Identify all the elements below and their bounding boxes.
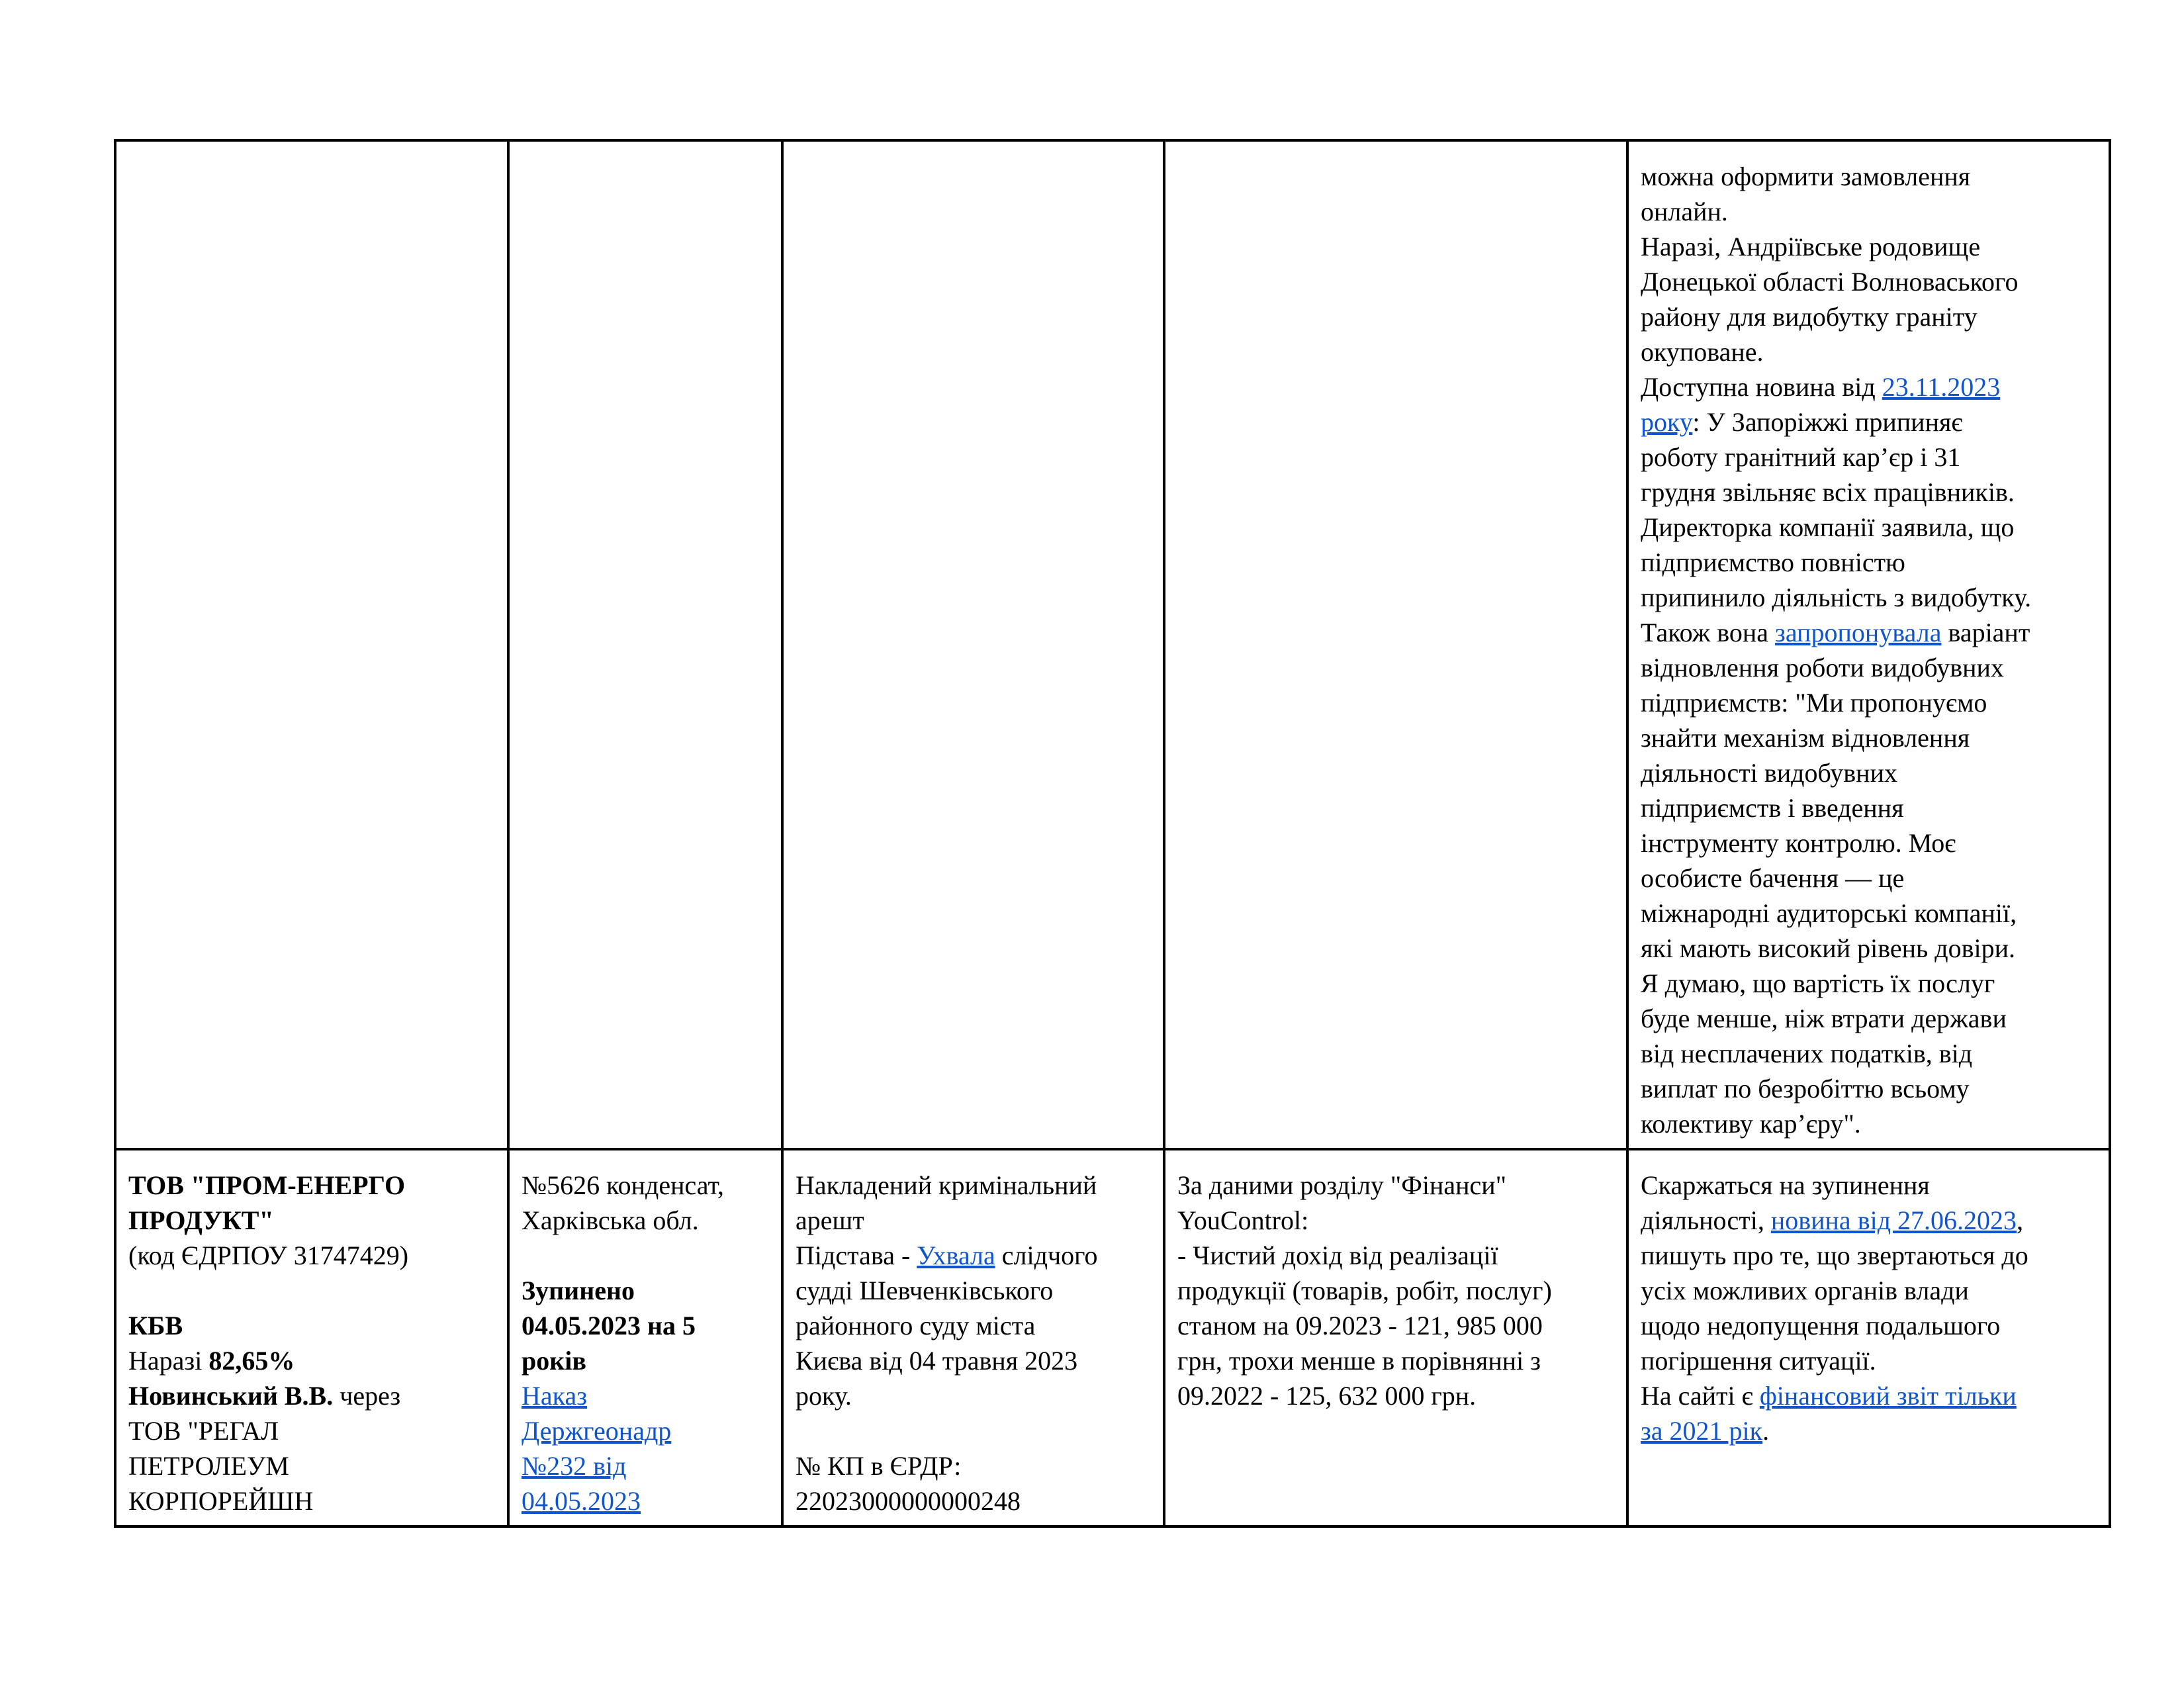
table-cell-empty	[1164, 140, 1627, 1149]
text-line: Накладений кримінальний	[796, 1170, 1097, 1200]
ruling-link[interactable]: Ухвала	[917, 1241, 995, 1270]
financial-report-link[interactable]: фінансовий звіт тільки	[1759, 1381, 2017, 1411]
text-line: інструменту контролю. Моє	[1641, 828, 1956, 858]
status-line: років	[522, 1346, 587, 1376]
news-line	[1641, 369, 2097, 404]
company-name-line: ТОВ "ПРОМ-ЕНЕРГО	[128, 1170, 406, 1200]
owner-line: Новинський В.В. через	[128, 1381, 401, 1411]
text-line: роботу гранітний кар’єр і 31	[1641, 442, 1961, 472]
text-line: 09.2022 - 125, 632 000 грн.	[1177, 1381, 1477, 1411]
text-line: окуповане.	[1641, 337, 1764, 367]
order-line	[522, 1378, 769, 1413]
table-cell-empty	[782, 140, 1164, 1149]
financial-report-link[interactable]: за 2021 рік	[1641, 1416, 1763, 1446]
text-line: року.	[796, 1381, 852, 1411]
text-line: YouControl:	[1177, 1205, 1309, 1235]
news-prefix: Доступна новина від	[1641, 372, 1882, 402]
text-line: Директорка компанії заявила, що	[1641, 512, 2015, 542]
order-link[interactable]: Наказ	[522, 1381, 588, 1411]
text-line: виплат по безробіттю всьому	[1641, 1074, 1970, 1103]
table-cell-notes	[1627, 1149, 2110, 1526]
table-cell-permit	[508, 1149, 782, 1526]
permit-line: Харківська обл.	[522, 1205, 699, 1235]
order-link[interactable]: Держгеонадр	[522, 1416, 672, 1446]
text-line: За даними розділу "Фінанси"	[1177, 1170, 1507, 1200]
via-company-line: ПЕТРОЛЕУМ	[128, 1451, 289, 1481]
kbv-label: КБВ	[128, 1311, 183, 1340]
order-link[interactable]: №232 від	[522, 1451, 627, 1481]
owner-name: Новинський В.В.	[128, 1381, 334, 1411]
text-line: колективу кар’єру".	[1641, 1109, 1861, 1139]
activity-line: діяльності, новина від 27.06.2023,	[1641, 1205, 2024, 1235]
text-line: онлайн.	[1641, 197, 1728, 226]
news-line	[1641, 404, 2097, 440]
text-line: особисте бачення — це	[1641, 863, 1905, 893]
order-line	[522, 1448, 769, 1483]
text-line: - Чистий дохід від реалізації	[1177, 1241, 1498, 1270]
proposal-prefix: Також вона	[1641, 618, 1776, 647]
table-cell-empty	[115, 140, 508, 1149]
kp-number: 22023000000000248	[796, 1486, 1021, 1516]
text-line: підприємство повністю	[1641, 547, 1905, 577]
text-line: відновлення роботи видобувних	[1641, 653, 2004, 682]
kp-label: № КП в ЄРДР:	[796, 1451, 962, 1481]
order-line	[522, 1483, 769, 1519]
table-cell-empty	[508, 140, 782, 1149]
document-table	[114, 139, 2111, 1528]
share-line: Наразі 82,65%	[128, 1346, 295, 1376]
text-line: продукції (товарів, робіт, послуг)	[1177, 1276, 1552, 1305]
text-line: грудня звільняє всіх працівників.	[1641, 477, 2015, 507]
text-line: пишуть про те, що звертаються до	[1641, 1241, 2028, 1270]
spacer	[796, 1413, 1151, 1448]
status-line: 04.05.2023 на 5	[522, 1311, 696, 1340]
spacer	[128, 1273, 495, 1308]
site-line: На сайті є фінансовий звіт тільки	[1641, 1381, 2017, 1411]
news-suffix: : У Запоріжжі припиняє	[1692, 407, 1963, 437]
table-cell-notes	[1627, 140, 2110, 1149]
text-line: Києва від 04 травня 2023	[796, 1346, 1078, 1376]
text-line: знайти механізм відновлення	[1641, 723, 1970, 753]
order-line	[522, 1413, 769, 1448]
text-line: буде менше, ніж втрати держави	[1641, 1004, 2007, 1033]
text-line: Скаржаться на зупинення	[1641, 1170, 1930, 1200]
text-line: щодо недопущення подальшого	[1641, 1311, 2001, 1340]
news-link[interactable]: новина від 27.06.2023	[1770, 1205, 2017, 1235]
text-line: арешт	[796, 1205, 864, 1235]
text-line: можна оформити замовлення	[1641, 162, 1971, 191]
proposal-suffix: варіант	[1941, 618, 2030, 647]
share-value: 82,65%	[208, 1346, 295, 1376]
text-line: підприємств і введення	[1641, 793, 1904, 823]
company-code: (код ЄДРПОУ 31747429)	[128, 1241, 409, 1270]
text-line: підприємств: "Ми пропонуємо	[1641, 688, 1987, 718]
spacer	[522, 1238, 769, 1273]
text-line: району для видобутку граніту	[1641, 302, 1978, 332]
proposal-link[interactable]: запропонувала	[1775, 618, 1942, 647]
table-row	[115, 140, 2110, 1149]
text-line: діяльності видобувних	[1641, 758, 1897, 788]
table-row	[115, 1149, 2110, 1526]
text-line: усіх можливих органів влади	[1641, 1276, 1969, 1305]
site-line: за 2021 рік.	[1641, 1416, 1770, 1446]
table-cell-finance	[1164, 1149, 1627, 1526]
text-line: районного суду міста	[796, 1311, 1036, 1340]
text-line: які мають високий рівень довіри.	[1641, 933, 2016, 963]
permit-line: №5626 конденсат,	[522, 1170, 724, 1200]
table-cell-company	[115, 1149, 508, 1526]
via-company-line: ТОВ "РЕГАЛ	[128, 1416, 279, 1446]
text-line: грн, трохи менше в порівнянні з	[1177, 1346, 1541, 1376]
text-line: станом на 09.2023 - 121, 985 000	[1177, 1311, 1543, 1340]
text-line: від несплачених податків, від	[1641, 1039, 1973, 1068]
text-line: судді Шевченківського	[796, 1276, 1054, 1305]
text-line: Я думаю, що вартість їх послуг	[1641, 968, 1995, 998]
company-name-line: ПРОДУКТ"	[128, 1205, 274, 1235]
text-line: припинило діяльність з видобутку.	[1641, 583, 2032, 612]
text-line: Донецької області Волноваського	[1641, 267, 2019, 297]
proposal-line	[1641, 615, 2097, 650]
text-line: погіршення ситуації.	[1641, 1346, 1876, 1376]
table-cell-arrest	[782, 1149, 1164, 1526]
status-line: Зупинено	[522, 1276, 635, 1305]
news-date-link[interactable]: року	[1641, 407, 1693, 437]
text-line: міжнародні аудиторські компанії,	[1641, 898, 2017, 928]
via-company-line: КОРПОРЕЙШН	[128, 1486, 314, 1516]
text-line: Наразі, Андріївське родовище	[1641, 232, 1981, 261]
news-date-link[interactable]: 23.11.2023	[1882, 372, 2001, 402]
order-link[interactable]: 04.05.2023	[522, 1486, 641, 1516]
basis-line: Підстава - Ухвала слідчого	[796, 1241, 1098, 1270]
